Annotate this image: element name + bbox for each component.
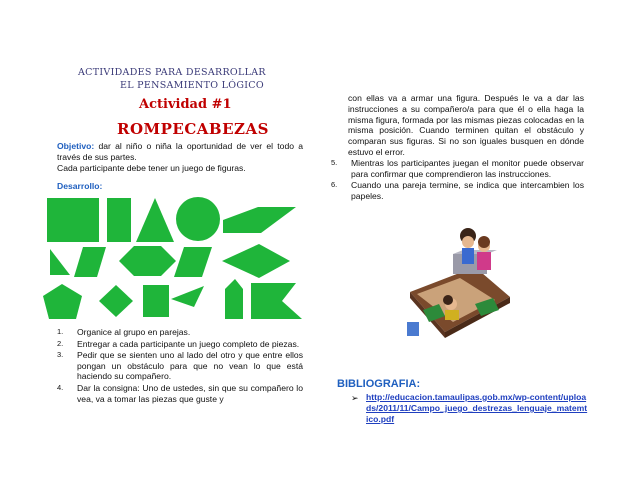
steps-list-right xyxy=(331,158,584,202)
step-item-4: 4. Dar la consigna: Uno de ustedes, sin que su compañero lo vea, va a tomar las piezas que guste y xyxy=(57,382,303,404)
small-triangle-shape xyxy=(50,249,70,275)
objective-paragraph xyxy=(57,141,303,163)
parallelogram-shape-2 xyxy=(174,247,212,277)
activity-title: Actividad #1 xyxy=(139,97,232,112)
hexagon-shape xyxy=(119,246,176,276)
steps-list-left xyxy=(57,327,303,405)
rectangle-shape xyxy=(107,198,131,242)
puzzle-shapes xyxy=(40,193,310,333)
continuation-paragraph: con ellas va a armar una figura. Después le va a dar las instrucciones a su compañero/a para que él o ella haga la misma figura, formada por las mismas piezas colocadas en la misma posición. Cuando terminen quitan el obstáculo y comparan sus figuras. Si no son iguales busquen en dónde estuvo el error. xyxy=(348,93,584,157)
square-shape xyxy=(47,198,99,242)
pentagon-shape xyxy=(43,284,82,319)
rhombus-shape xyxy=(222,244,290,278)
notched-shape xyxy=(251,283,302,319)
arrow-shape xyxy=(171,286,204,307)
square-shape-2 xyxy=(143,285,169,317)
parallelogram-shape-1 xyxy=(74,247,106,277)
objective-note: Cada participante debe tener un juego de figuras. xyxy=(57,163,246,173)
objective-text: dar al niño o niña la oportunidad de ver el todo a través de sus partes. xyxy=(57,141,303,162)
circle-shape xyxy=(176,197,220,241)
trapezoid-shape xyxy=(223,207,296,233)
bibliography-link[interactable]: http://educacion.tamaulipas.gob.mx/wp-content/uploads/2011/11/Campo_juego_destrezas_lenguaje_matemtico.pdf xyxy=(366,392,588,424)
objective-label: Objetivo: xyxy=(57,141,95,151)
diamond-shape xyxy=(99,285,133,317)
children-playing-illustration xyxy=(405,222,515,352)
triangle-shape xyxy=(136,198,174,242)
step-item-3: 3. Pedir que se sienten uno al lado del otro y que entre ellos pongan un obstáculo para que no vean lo que está haciendo su compañero. xyxy=(57,350,303,382)
development-label: Desarrollo: xyxy=(57,181,103,191)
bullet-arrow-icon: ➢ xyxy=(351,393,359,403)
header-line-1: ACTIVIDADES PARA DESARROLLAR xyxy=(78,67,266,78)
header-line-2: EL PENSAMIENTO LÓGICO xyxy=(120,80,264,91)
house-shape xyxy=(225,279,243,319)
bibliography-title: BIBLIOGRAFIA: xyxy=(337,378,421,390)
page-title: ROMPECABEZAS xyxy=(117,120,269,138)
step-item-5: 5. Mientras los participantes juegan el monitor puede observar para confirmar que comprendieron las instrucciones. xyxy=(331,158,584,179)
step-item-1: 1. Organice al grupo en parejas. xyxy=(57,327,191,337)
step-item-2: 2. Entregar a cada participante un juego completo de piezas. xyxy=(57,338,300,349)
step-item-6: 6. Cuando una pareja termine, se indica que intercambien los papeles. xyxy=(331,180,584,201)
